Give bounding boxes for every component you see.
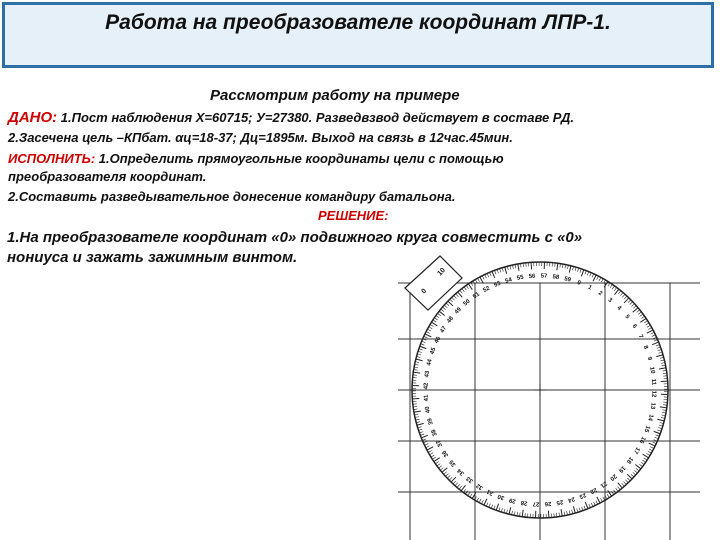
dial-label: 2 <box>597 290 604 298</box>
dial-minor-tick <box>630 302 633 305</box>
dial-major-tick <box>492 271 495 277</box>
dial-minor-tick <box>603 497 605 500</box>
dial-major-tick <box>649 443 655 446</box>
dial-major-tick <box>660 407 667 408</box>
dial-minor-tick <box>590 273 592 277</box>
dial-minor-tick <box>444 305 447 308</box>
dial-label: 22 <box>588 485 598 495</box>
dial-minor-tick <box>422 439 426 441</box>
dial-label: 17 <box>631 445 641 455</box>
dial-minor-tick <box>427 329 431 331</box>
dial-minor-tick <box>494 506 495 510</box>
dial-major-tick <box>657 419 664 421</box>
task-label: ИСПОЛНИТЬ: <box>8 151 96 166</box>
dial-minor-tick <box>481 500 483 504</box>
dial-label: 21 <box>598 479 608 489</box>
dial-minor-tick <box>632 304 635 307</box>
task-line-3: 2.Составить разведывательное донесение командиру батальона. <box>8 189 456 204</box>
dial-label: 0 <box>576 280 582 287</box>
dial-minor-tick <box>656 345 660 346</box>
dial-minor-tick <box>633 306 636 309</box>
dial-minor-tick <box>486 503 488 507</box>
dial-minor-tick <box>438 313 441 315</box>
dial-label: 47 <box>439 325 449 335</box>
dial-minor-tick <box>585 271 586 275</box>
dial-minor-tick <box>485 275 487 279</box>
dial-minor-tick <box>594 502 596 506</box>
dial-major-tick <box>518 264 519 271</box>
dial-minor-tick <box>443 307 446 310</box>
dial-minor-tick <box>646 323 649 325</box>
dial-label: 3 <box>606 297 613 305</box>
dial-minor-tick <box>650 447 654 449</box>
dial-major-tick <box>505 267 507 274</box>
task-line-1 <box>8 151 504 166</box>
page-title: Работа на преобразователе координат ЛПР-1. <box>105 11 611 34</box>
dial-minor-tick <box>437 464 440 466</box>
dial-minor-tick <box>636 468 639 471</box>
dial-major-tick <box>434 458 440 462</box>
dial-label: 1 <box>586 284 593 292</box>
dial-major-tick <box>421 435 427 438</box>
dial-major-tick <box>640 318 646 322</box>
dial-minor-tick <box>453 481 456 484</box>
dial-minor-tick <box>441 309 444 312</box>
dial-minor-tick <box>589 504 591 508</box>
dial-label: 30 <box>497 492 506 501</box>
dial-minor-tick <box>648 451 651 453</box>
dial-label: 5 <box>623 313 631 321</box>
dial-minor-tick <box>628 300 631 303</box>
dial-minor-tick <box>433 320 436 322</box>
dial-label: 20 <box>608 472 618 482</box>
dial-label: 59 <box>563 276 572 284</box>
dial-major-tick <box>522 510 523 517</box>
dial-label: 7 <box>636 333 644 340</box>
dial-minor-tick <box>489 504 491 508</box>
dial-label: 29 <box>508 496 517 504</box>
dial-minor-tick <box>495 270 496 274</box>
dial-minor-tick <box>421 344 425 345</box>
dial-minor-tick <box>459 486 462 489</box>
dial-major-tick <box>597 497 600 503</box>
dial-minor-tick <box>420 434 424 435</box>
dial-major-tick <box>569 266 571 273</box>
dial-minor-tick <box>466 285 468 288</box>
dial-minor-tick <box>627 478 630 481</box>
dial-minor-tick <box>647 453 650 455</box>
dial-minor-tick <box>641 462 644 464</box>
dial-minor-tick <box>446 303 449 306</box>
dial-label: 35 <box>448 458 458 468</box>
dial-minor-tick <box>447 476 450 479</box>
dial-minor-tick <box>601 279 603 282</box>
dial-minor-tick <box>479 499 481 503</box>
dial-minor-tick <box>462 289 464 292</box>
dial-major-tick <box>659 368 666 369</box>
dial-minor-tick <box>610 284 612 287</box>
dial-label: 19 <box>617 464 627 474</box>
dial-label: 44 <box>426 358 434 367</box>
coordinate-converter-diagram <box>390 250 720 540</box>
dial-label: 24 <box>567 495 576 503</box>
dial-label: 33 <box>465 474 475 484</box>
dial-minor-tick <box>426 446 430 448</box>
dial-minor-tick <box>478 278 480 281</box>
dial-minor-tick <box>657 347 661 348</box>
dial-major-tick <box>652 342 658 345</box>
dial-minor-tick <box>470 494 472 497</box>
dial-minor-tick <box>587 272 589 276</box>
dial-label: 8 <box>641 344 649 351</box>
dial-major-tick <box>425 334 431 337</box>
dial-minor-tick <box>430 453 433 455</box>
dial-major-tick <box>608 490 612 496</box>
dial-minor-tick <box>622 294 625 297</box>
dial-label: 57 <box>540 273 548 280</box>
dial-minor-tick <box>477 498 479 501</box>
dial-minor-tick <box>638 312 641 314</box>
dial-label: 43 <box>424 370 432 378</box>
dial-minor-tick <box>429 327 432 329</box>
dial-label: 27 <box>532 500 540 507</box>
dial-minor-tick <box>457 484 460 487</box>
dial-major-tick <box>496 504 498 511</box>
dial-major-tick <box>417 423 424 425</box>
task-text-1: 1.Определить прямоугольные координаты цели с помощью <box>95 151 504 166</box>
dial-major-tick <box>420 346 427 348</box>
dial-major-tick <box>585 502 588 508</box>
dial-minor-tick <box>597 276 599 280</box>
dial-label: 15 <box>642 424 651 433</box>
dial-label: 18 <box>624 455 634 465</box>
dial-minor-tick <box>490 272 492 276</box>
vernier-label-10: 10 <box>436 266 447 278</box>
dial-minor-tick <box>642 460 645 462</box>
dial-minor-tick <box>491 505 493 509</box>
dial-minor-tick <box>653 442 657 444</box>
dial-minor-tick <box>436 315 439 317</box>
dial-label: 31 <box>485 487 495 497</box>
dial-minor-tick <box>633 472 636 475</box>
dial-minor-tick <box>624 482 627 485</box>
dial-label: 38 <box>430 428 439 437</box>
dial-label: 45 <box>429 347 438 356</box>
dial-major-tick <box>593 275 596 281</box>
dial-label: 14 <box>646 413 654 422</box>
dial-minor-tick <box>618 487 621 490</box>
dial-minor-tick <box>651 332 655 334</box>
dial-label: 11 <box>649 378 657 386</box>
dial-label: 49 <box>453 306 463 316</box>
dial-label: 37 <box>435 438 445 448</box>
dial-major-tick <box>484 499 487 505</box>
dial-minor-tick <box>460 290 463 293</box>
dial-label: 58 <box>552 274 560 282</box>
dial-major-tick <box>581 270 583 277</box>
dial-minor-tick <box>626 480 629 483</box>
dial-minor-tick <box>641 316 644 318</box>
dial-major-tick <box>468 284 472 290</box>
dial-label: 13 <box>648 402 656 410</box>
dial-major-tick <box>647 330 653 333</box>
dial-minor-tick <box>640 314 643 316</box>
dial-minor-tick <box>424 336 428 338</box>
dial-label: 46 <box>433 335 443 345</box>
dial-label: 25 <box>555 498 564 506</box>
dial-minor-tick <box>648 328 651 330</box>
dial-major-tick <box>427 447 433 450</box>
dial-label: 28 <box>520 498 528 506</box>
dial-minor-tick <box>614 490 616 493</box>
given-line-2: 2.Засечена цель –КПбат. αц=18-37; Дц=1895м. Выход на связь в 12час.45мин. <box>8 130 513 145</box>
dial-minor-tick <box>637 310 640 313</box>
dial-minor-tick <box>452 297 455 300</box>
step1-line-1: 1.На преобразователе координат «0» подвижного круга совместить с «0» <box>7 229 583 246</box>
dial-label: 9 <box>645 356 653 362</box>
dial-minor-tick <box>434 318 437 320</box>
dial-minor-tick <box>456 294 459 297</box>
dial-label: 23 <box>578 491 587 500</box>
dial-minor-tick <box>497 269 498 273</box>
dial-major-tick <box>413 372 420 373</box>
dial-minor-tick <box>487 273 489 277</box>
dial-minor-tick <box>439 466 442 468</box>
dial-label: 36 <box>441 448 451 458</box>
dial-minor-tick <box>435 461 438 463</box>
dial-minor-tick <box>449 477 452 480</box>
dial-minor-tick <box>584 506 585 510</box>
dial-major-tick <box>557 263 558 270</box>
dial-minor-tick <box>654 340 658 342</box>
dial-label: 6 <box>630 323 638 330</box>
dial-minor-tick <box>426 331 430 333</box>
dial-minor-tick <box>445 474 448 477</box>
dial-label: 50 <box>462 298 472 308</box>
dial-minor-tick <box>644 458 647 460</box>
vernier <box>405 256 462 310</box>
dial-label: 32 <box>475 481 485 491</box>
dial-major-tick <box>573 506 575 513</box>
dial-minor-tick <box>592 274 594 278</box>
dial-minor-tick <box>455 483 458 486</box>
dial-minor-tick <box>612 286 614 289</box>
dial-minor-tick <box>620 293 623 296</box>
dial-major-tick <box>654 431 661 433</box>
dial-label: 48 <box>446 315 456 325</box>
dial-minor-tick <box>440 468 443 471</box>
dial-minor-tick <box>428 450 431 452</box>
dial-label: 10 <box>648 366 656 375</box>
dial-minor-tick <box>464 287 466 290</box>
dial-label: 55 <box>516 274 525 282</box>
dial-minor-tick <box>430 324 433 326</box>
dial-label: 26 <box>544 499 552 507</box>
dial-minor-tick <box>582 507 583 511</box>
dial-label: 16 <box>637 435 647 445</box>
vernier-plate <box>405 256 462 310</box>
dial-minor-tick <box>454 295 457 298</box>
task-line-2: преобразователя координат. <box>8 169 207 184</box>
dial-major-tick <box>416 359 423 361</box>
title-box <box>2 2 714 68</box>
dial-major-tick <box>480 277 483 283</box>
solution-label: РЕШЕНИЕ: <box>318 208 389 223</box>
dial-minor-tick <box>450 299 453 302</box>
dial-minor-tick <box>419 432 423 433</box>
dial-minor-tick <box>616 488 618 491</box>
dial-minor-tick <box>468 492 470 495</box>
dial-minor-tick <box>614 288 616 291</box>
dial-minor-tick <box>656 435 660 436</box>
dial-major-tick <box>643 454 649 458</box>
step1-line-2: нониуса и зажать зажимным винтом. <box>7 249 298 266</box>
dial-minor-tick <box>624 296 627 299</box>
dial-minor-tick <box>644 321 647 323</box>
dial-minor-tick <box>431 455 434 457</box>
dial-minor-tick <box>618 291 621 294</box>
given-line-1 <box>8 109 574 126</box>
dial-minor-tick <box>649 449 653 451</box>
dial-minor-tick <box>444 472 447 475</box>
dial-minor-tick <box>591 503 593 507</box>
dial-major-tick <box>656 355 663 357</box>
dial-minor-tick <box>655 437 659 439</box>
dial-minor-tick <box>596 501 598 505</box>
dial-minor-tick <box>639 464 642 466</box>
dial-label: 56 <box>528 273 536 281</box>
dial-minor-tick <box>482 276 484 280</box>
dial-minor-tick <box>425 444 429 446</box>
dial-label: 12 <box>650 390 657 398</box>
dial-label: 51 <box>472 291 482 301</box>
given-label: ДАНО: <box>8 109 58 126</box>
vernier-label-0: 0 <box>420 287 429 296</box>
dial-label: 40 <box>424 405 432 414</box>
dial-minor-tick <box>422 341 426 343</box>
dial-label: 52 <box>482 285 492 295</box>
dial-label: 42 <box>423 382 430 390</box>
subtitle: Рассмотрим работу на примере <box>210 87 460 104</box>
given-text-1: 1.Пост наблюдения X=60715; У=27380. Разведвзвод действует в составе РД. <box>57 110 574 125</box>
dial-minor-tick <box>607 494 609 497</box>
dial-major-tick <box>431 322 437 326</box>
dial-minor-tick <box>432 457 435 459</box>
dial-minor-tick <box>652 335 656 337</box>
dial-label: 54 <box>504 277 513 285</box>
dial-label: 34 <box>456 467 466 477</box>
dial-minor-tick <box>622 483 625 486</box>
dial-minor-tick <box>631 474 634 477</box>
dial-minor-tick <box>634 470 637 473</box>
dial-label: 53 <box>493 280 502 289</box>
dial-label: 4 <box>615 305 623 312</box>
dial-major-tick <box>561 509 562 516</box>
dial-minor-tick <box>600 498 602 501</box>
dial-label: 39 <box>427 417 435 426</box>
dial-major-tick <box>509 507 511 514</box>
dial-major-tick <box>414 411 421 412</box>
dial-minor-tick <box>647 325 650 327</box>
dial-label: 41 <box>423 394 431 402</box>
dial-minor-tick <box>599 277 601 281</box>
